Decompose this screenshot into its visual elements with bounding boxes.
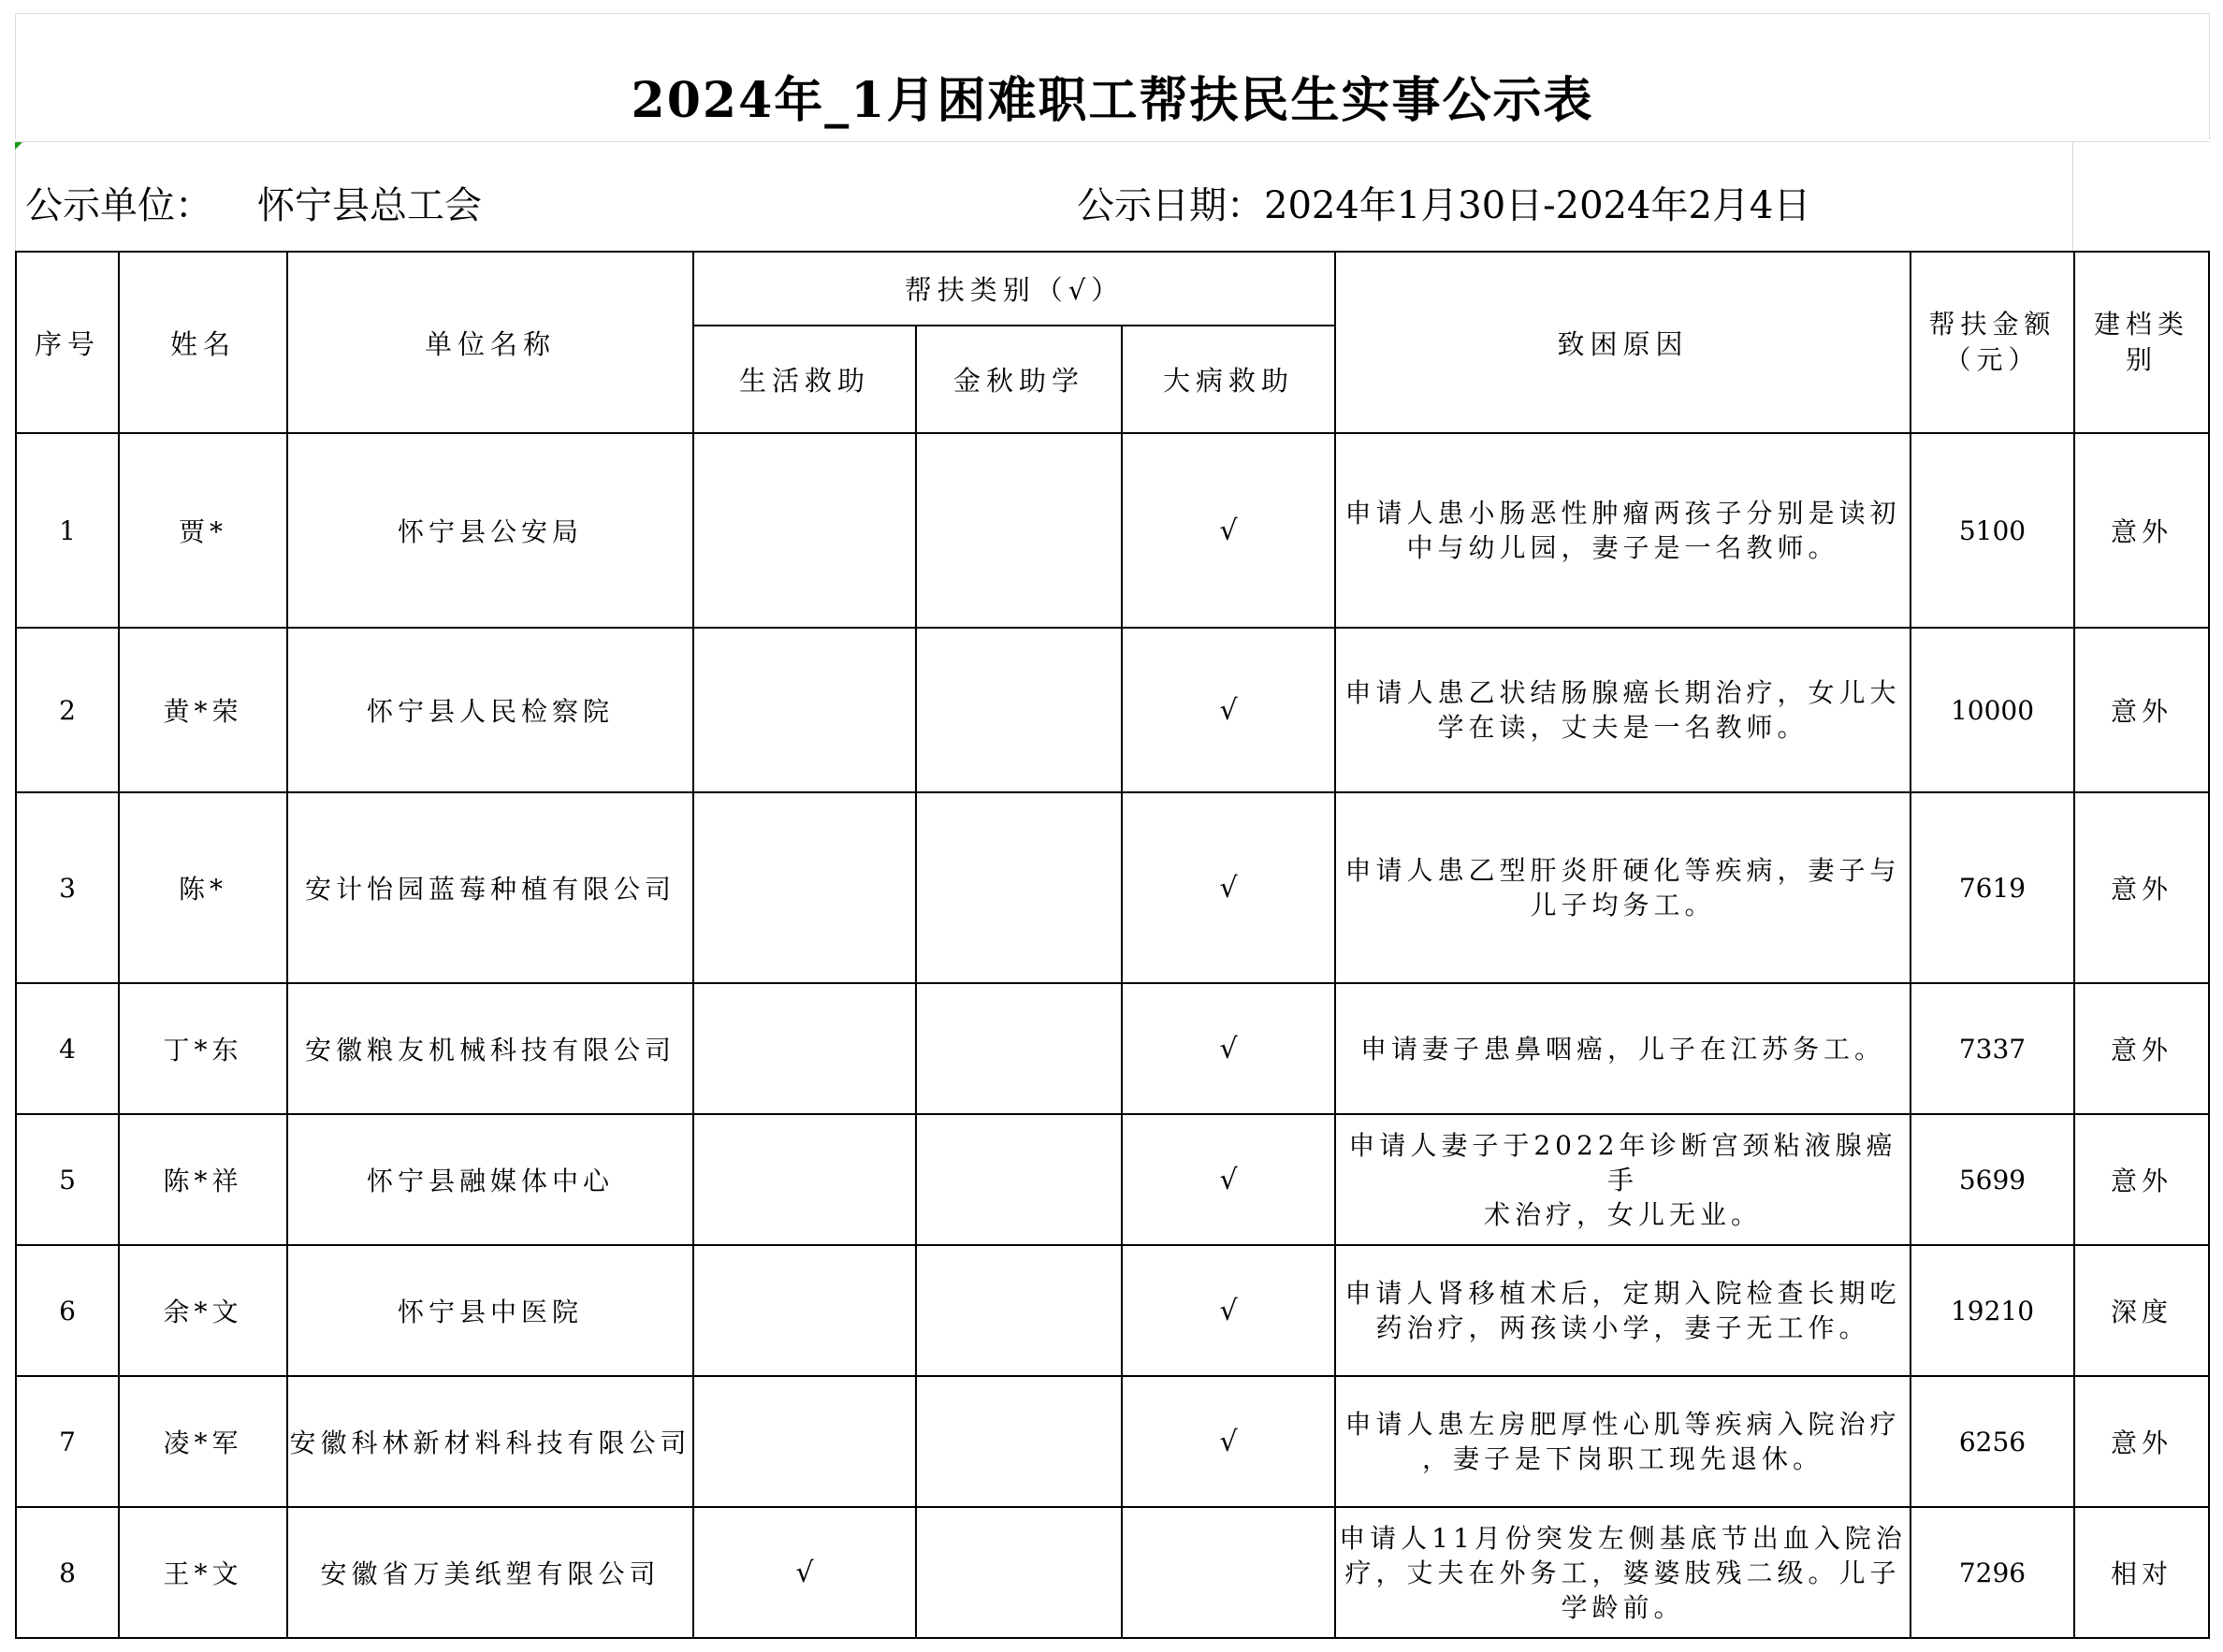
row-amount: 7619 [1911, 792, 2074, 983]
row-cat-illness: √ [1122, 1376, 1335, 1507]
divider [2072, 142, 2073, 251]
header-file-line2: 别 [2125, 344, 2158, 375]
row-name: 贾* [119, 433, 287, 628]
row-unit: 安徽省万美纸塑有限公司 [287, 1507, 693, 1638]
publish-date-value: 2024年1月30日-2024年2月4日 [1264, 184, 1811, 227]
row-cat-life [693, 792, 916, 983]
publish-unit-label: 公示单位： [25, 184, 212, 227]
row-amount: 19210 [1911, 1245, 2074, 1376]
header-cat-life: 生活救助 [693, 326, 916, 433]
row-seq: 4 [16, 983, 119, 1114]
row-reason-line-1: 申请人患左房肥厚性心肌等疾病入院治疗 [1344, 1409, 1901, 1440]
row-cat-illness: √ [1122, 628, 1335, 792]
row-unit: 怀宁县中医院 [287, 1245, 693, 1376]
table-row [16, 1376, 2209, 1507]
header-name: 姓名 [119, 252, 287, 433]
row-reason-line-3: 学龄前。 [1561, 1591, 1685, 1623]
row-name: 陈* [119, 792, 287, 983]
row-cat-illness: √ [1122, 433, 1335, 628]
table-row [16, 628, 2209, 792]
row-file-type: 意外 [2074, 1376, 2209, 1507]
table-row [16, 792, 2209, 983]
row-seq: 2 [16, 628, 119, 792]
row-reason [1335, 433, 1911, 628]
row-cat-life [693, 983, 916, 1114]
publish-date [1077, 176, 1810, 229]
row-reason-line-1: 申请妻子患鼻咽癌，儿子在江苏务工。 [1359, 1033, 1885, 1065]
row-cat-study [916, 433, 1122, 628]
row-cat-life [693, 1245, 916, 1376]
row-unit: 怀宁县人民检察院 [287, 628, 693, 792]
row-unit: 安徽粮友机械科技有限公司 [287, 983, 693, 1114]
row-file-type: 意外 [2074, 433, 2209, 628]
row-cat-life [693, 628, 916, 792]
row-cat-study [916, 628, 1122, 792]
row-amount: 10000 [1911, 628, 2074, 792]
row-seq: 6 [16, 1245, 119, 1376]
row-file-type: 深度 [2074, 1245, 2209, 1376]
row-amount: 7337 [1911, 983, 2074, 1114]
table-row [16, 1114, 2209, 1245]
row-cat-study [916, 1376, 1122, 1507]
table-row [16, 983, 2209, 1114]
row-reason-line-1: 申请人患小肠恶性肿瘤两孩子分别是读初 [1344, 498, 1901, 529]
row-reason-line-1: 申请人妻子于2022年诊断宫颈粘液腺癌手 [1348, 1129, 1897, 1196]
cell-marker-icon [15, 142, 22, 150]
row-cat-illness: √ [1122, 1245, 1335, 1376]
row-unit: 怀宁县融媒体中心 [287, 1114, 693, 1245]
page-title: 2024年_1月困难职工帮扶民生实事公示表 [631, 72, 1594, 129]
assistance-table [15, 251, 2210, 1639]
row-reason-line-2: 中与幼儿园，妻子是一名教师。 [1406, 532, 1839, 563]
row-reason-line-1: 申请人11月份突发左侧基底节出血入院治 [1339, 1522, 1907, 1554]
publish-unit [25, 176, 482, 229]
row-cat-life: √ [693, 1507, 916, 1638]
header-file-line1: 建档类 [2093, 309, 2189, 340]
row-file-type: 相对 [2074, 1507, 2209, 1638]
publish-date-label: 公示日期： [1077, 184, 1264, 227]
row-cat-illness: √ [1122, 983, 1335, 1114]
header-amount-line1: 帮扶金额 [1928, 309, 2056, 340]
row-reason-line-2: ，妻子是下岗职工现先退休。 [1421, 1443, 1823, 1474]
header-amount [1911, 252, 2074, 433]
row-cat-illness [1122, 1507, 1335, 1638]
row-reason-line-2: 疗，丈夫在外务工，婆婆肢残二级。儿子 [1344, 1557, 1901, 1588]
row-cat-study [916, 1245, 1122, 1376]
row-amount: 7296 [1911, 1507, 2074, 1638]
row-file-type: 意外 [2074, 628, 2209, 792]
row-reason-line-1: 申请人患乙型肝炎肝硬化等疾病，妻子与 [1344, 855, 1901, 886]
row-name: 丁*东 [119, 983, 287, 1114]
row-reason [1335, 1245, 1911, 1376]
row-amount: 5100 [1911, 433, 2074, 628]
header-file-type [2074, 252, 2209, 433]
header-seq: 序号 [16, 252, 119, 433]
publish-unit-value: 怀宁县总工会 [257, 184, 482, 227]
row-cat-illness: √ [1122, 1114, 1335, 1245]
row-file-type: 意外 [2074, 1114, 2209, 1245]
row-file-type: 意外 [2074, 983, 2209, 1114]
row-reason-line-1: 申请人患乙状结肠腺癌长期治疗，女儿大 [1344, 677, 1901, 708]
row-reason [1335, 1114, 1911, 1245]
row-reason-line-1: 申请人肾移植术后，定期入院检查长期吃 [1344, 1278, 1901, 1309]
title-box [15, 13, 2210, 139]
row-reason [1335, 983, 1911, 1114]
row-seq: 3 [16, 792, 119, 983]
info-bar [15, 141, 2210, 251]
row-cat-study [916, 983, 1122, 1114]
table-row [16, 1245, 2209, 1376]
row-name: 王*文 [119, 1507, 287, 1638]
row-unit: 安徽科林新材料科技有限公司 [287, 1376, 693, 1507]
row-reason [1335, 792, 1911, 983]
row-seq: 8 [16, 1507, 119, 1638]
row-amount: 6256 [1911, 1376, 2074, 1507]
row-amount: 5699 [1911, 1114, 2074, 1245]
row-reason-line-2: 术治疗，女儿无业。 [1483, 1198, 1762, 1230]
row-cat-study [916, 1114, 1122, 1245]
row-name: 凌*军 [119, 1376, 287, 1507]
row-reason-line-2: 药治疗，两孩读小学，妻子无工作。 [1375, 1312, 1870, 1343]
row-name: 陈*祥 [119, 1114, 287, 1245]
row-reason [1335, 628, 1911, 792]
row-cat-study [916, 792, 1122, 983]
row-seq: 1 [16, 433, 119, 628]
header-reason: 致困原因 [1335, 252, 1911, 433]
row-name: 黄*荣 [119, 628, 287, 792]
row-reason [1335, 1507, 1911, 1638]
row-unit: 怀宁县公安局 [287, 433, 693, 628]
row-cat-illness: √ [1122, 792, 1335, 983]
row-reason-line-2: 儿子均务工。 [1530, 890, 1716, 920]
header-cat-illness: 大病救助 [1122, 326, 1335, 433]
row-reason-line-2: 学在读，丈夫是一名教师。 [1437, 712, 1809, 743]
row-seq: 5 [16, 1114, 119, 1245]
header-unit: 单位名称 [287, 252, 693, 433]
header-cat-study: 金秋助学 [916, 326, 1122, 433]
row-cat-life [693, 1376, 916, 1507]
table-row [16, 1507, 2209, 1638]
row-file-type: 意外 [2074, 792, 2209, 983]
row-name: 余*文 [119, 1245, 287, 1376]
header-amount-line2: （元） [1944, 344, 2041, 375]
row-seq: 7 [16, 1376, 119, 1507]
row-cat-life [693, 433, 916, 628]
row-cat-study [916, 1507, 1122, 1638]
header-category-group: 帮扶类别（√） [693, 252, 1335, 326]
row-reason [1335, 1376, 1911, 1507]
row-unit: 安计怡园蓝莓种植有限公司 [287, 792, 693, 983]
row-cat-life [693, 1114, 916, 1245]
table-row [16, 433, 2209, 628]
